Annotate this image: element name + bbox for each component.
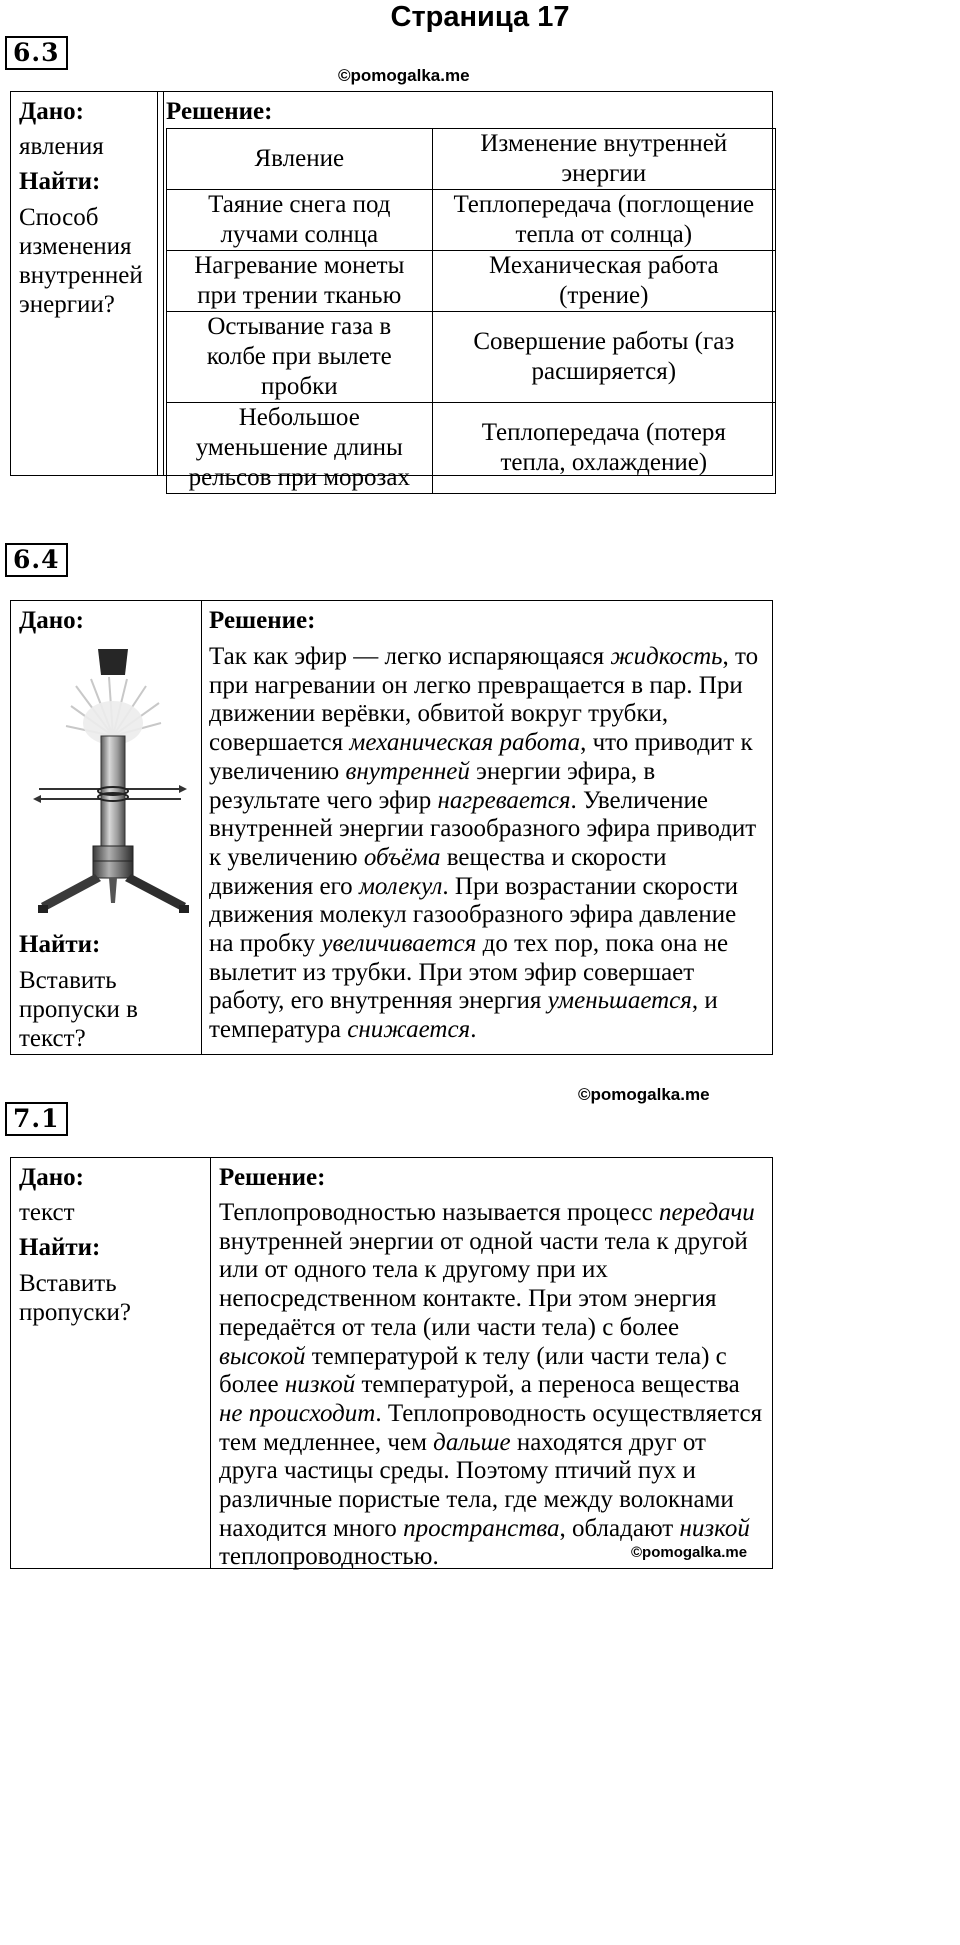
solution-column	[219, 1160, 767, 1572]
table-cell: Нагревание монеты при трении тканью	[167, 251, 433, 312]
table-row	[167, 312, 776, 403]
find-line: Вставить	[19, 1270, 117, 1297]
solution-text	[209, 643, 764, 1045]
task-6-3-box	[10, 91, 773, 491]
divider	[210, 1158, 211, 1568]
find-line: текст?	[19, 1025, 86, 1052]
given-column	[19, 94, 155, 319]
given-label: Дано:	[19, 98, 84, 125]
given-column	[19, 1160, 207, 1327]
find-label: Найти:	[19, 168, 101, 195]
divider	[157, 92, 158, 475]
phenomena-table	[166, 128, 776, 494]
find-line: пропуски в	[19, 996, 138, 1023]
table-cell: Небольшое уменьшение длины рельсов при морозах	[167, 403, 433, 494]
find-line: внутренней	[19, 262, 143, 289]
table-header-row	[167, 129, 776, 190]
text-run: . При возрастании скорости движения молекул газообразного эфира давление на пробку	[209, 872, 739, 958]
table-row	[167, 403, 776, 494]
table-header: Изменение внутренней энергии	[432, 129, 775, 190]
watermark: ©pomogalka.me	[338, 66, 470, 85]
find-value	[19, 1269, 207, 1327]
find-label: Найти:	[19, 1234, 101, 1261]
text-run: теплопроводностью.	[219, 1543, 439, 1571]
find-column	[19, 927, 199, 1053]
text-run: энергии эфира, в результате чего эфир	[209, 757, 656, 814]
text-run: . Теплопроводность осуществляется тем медленнее, чем	[219, 1399, 763, 1456]
table-cell: Теплопередача (поглощение тепла от солнца)	[432, 190, 775, 251]
watermark: ©pomogalka.me	[578, 1085, 710, 1104]
task-6-4-box	[10, 600, 773, 1055]
find-value	[19, 203, 155, 319]
italic-term: молекул	[358, 872, 443, 900]
italic-term: механическая работа	[349, 729, 581, 757]
given-value: явления	[19, 133, 104, 160]
italic-term: не происходит	[219, 1399, 376, 1427]
page-title: Страница 17	[390, 1, 570, 33]
given-value: текст	[19, 1199, 75, 1226]
task-number-6-3: 6.3	[5, 36, 68, 70]
italic-term: передачи	[658, 1199, 755, 1226]
solution-label: Решение:	[219, 1164, 326, 1191]
text-run: находятся друг от друга частицы среды. Поэтому птичий пух и различные пористые тела, где между волокнами находится много	[219, 1428, 734, 1542]
find-value	[19, 966, 199, 1053]
solution-text	[219, 1199, 767, 1572]
text-run: , то при нагревании он легко превращается в пар. При движении верёвки, обвитой вокруг трубки, совершается	[209, 643, 759, 757]
italic-term: внутренней	[345, 757, 470, 785]
italic-term: дальше	[433, 1428, 511, 1456]
table-cell: Теплопередача (потеря тепла, охлаждение)	[432, 403, 775, 494]
find-line: энергии?	[19, 291, 115, 318]
text-run: внутренней энергии от одной части тела к другой или от одного тела к другому при их непосредственном контакте. При этом энергия передаётся от тела (или части тела) с более	[219, 1227, 748, 1341]
italic-term: объёма	[363, 843, 441, 871]
italic-term: пространства	[403, 1514, 560, 1542]
task-number-7-1: 7.1	[5, 1102, 68, 1136]
find-line: Вставить	[19, 967, 117, 994]
italic-term: нагревается	[437, 786, 571, 814]
italic-term: снижается	[347, 1016, 471, 1044]
text-run: Теплопроводностью называется процесс	[219, 1199, 659, 1226]
solution-label: Решение:	[166, 98, 273, 125]
text-run: до тех пор, пока она не вылетит из трубки. При этом эфир совершает работу, его внутренняя энергия	[209, 930, 729, 1015]
solution-column	[209, 603, 764, 1045]
find-label: Найти:	[19, 931, 101, 958]
given-label: Дано:	[19, 1164, 84, 1191]
italic-term: низкой	[284, 1371, 356, 1399]
text-run: , и температура	[209, 987, 718, 1044]
divider	[163, 92, 164, 475]
find-line: изменения	[19, 233, 132, 260]
table-cell: Таяние снега под лучами солнца	[167, 190, 433, 251]
watermark: ©pomogalka.me	[631, 1544, 748, 1561]
italic-term: увеличивается	[321, 930, 477, 958]
italic-term: жидкость	[610, 643, 723, 670]
solution-label: Решение:	[209, 607, 316, 634]
find-line: Способ	[19, 204, 99, 231]
text-run: . Увеличение внутренней энергии газообразного эфира приводит к увеличению	[209, 786, 757, 871]
text-run: , обладают	[559, 1514, 680, 1542]
table-cell: Механическая работа (трение)	[432, 251, 775, 312]
table-cell: Совершение работы (газ расширяется)	[432, 312, 775, 403]
italic-term: уменьшается	[547, 987, 692, 1015]
ether-tube-apparatus-image	[31, 641, 196, 921]
divider	[201, 601, 202, 1054]
text-run: вещества и скорости движения его	[209, 843, 667, 900]
text-run: Так как эфир — легко испаряющаяся	[209, 643, 611, 670]
find-line: пропуски?	[19, 1299, 131, 1326]
italic-term: высокой	[219, 1342, 306, 1370]
task-number-6-4: 6.4	[5, 543, 68, 577]
text-run: температурой, а переноса вещества	[355, 1371, 740, 1399]
italic-term: низкой	[679, 1514, 750, 1542]
text-run: , что приводит к увеличению	[209, 729, 753, 785]
table-row	[167, 251, 776, 312]
text-run: .	[470, 1016, 477, 1044]
table-cell: Остывание газа в колбе при вылете пробки	[167, 312, 433, 403]
table-row	[167, 190, 776, 251]
task-7-1-box	[10, 1157, 773, 1569]
table-header: Явление	[167, 129, 433, 190]
given-label: Дано:	[19, 607, 84, 634]
text-run: температурой к телу (или части тела) с более	[219, 1342, 727, 1399]
